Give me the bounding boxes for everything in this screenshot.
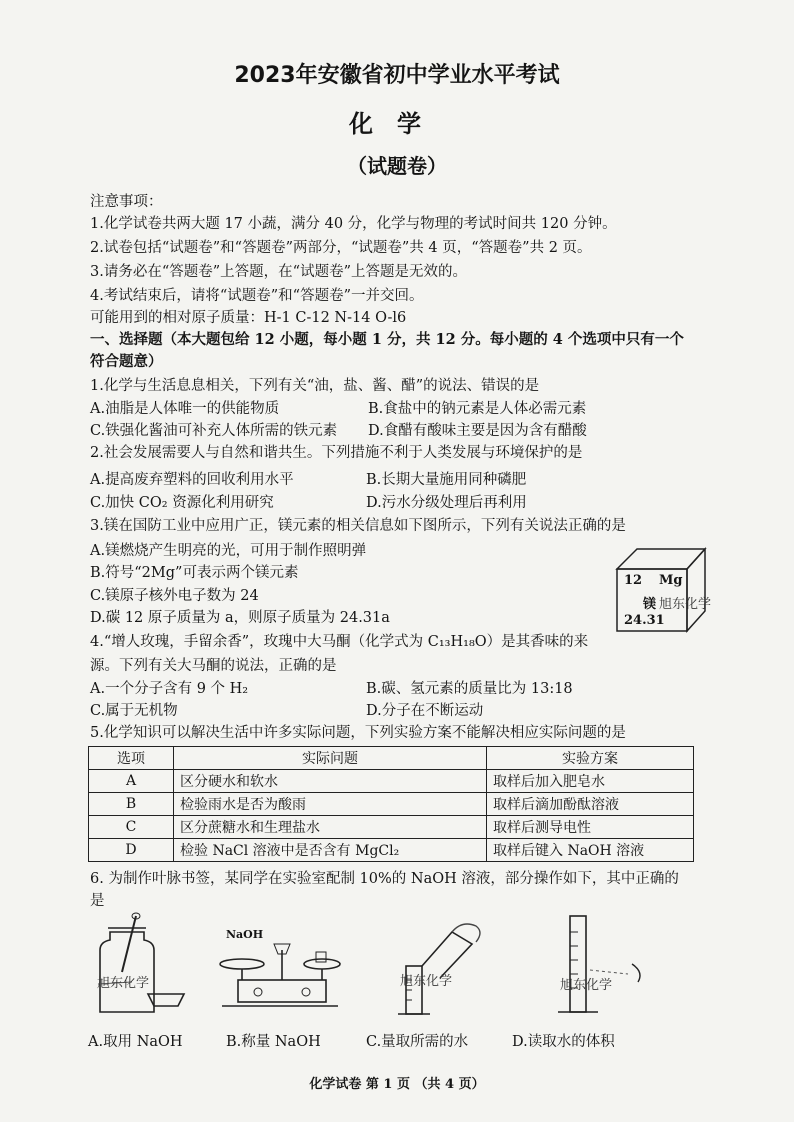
q4-option-c: C.属于无机物 [90,703,178,719]
table-cell: 取样后键入 NaOH 溶液 [487,839,694,862]
q1-option-a: A.油脂是人体唯一的供能物质 [90,401,280,417]
atomic-number: 12 [624,573,643,588]
magnesium-element-card [615,547,712,633]
q2-option-a: A.提高废弃塑料的回收利用水平 [90,472,294,488]
watermark-text: 旭东化学 [400,974,453,989]
table-cell: 检验 NaCl 溶液中是否含有 MgCl₂ [174,839,487,862]
q1-option-d: D.食醋有酸味主要是因为含有醋酸 [368,423,587,439]
q4-stem-cont: 源。下列有关大马酮的说法，正确的是 [90,658,337,674]
q2-option-b: B.长期大量施用同种磷肥 [366,472,527,488]
page-footer: 化学试卷 第 1 页 （共 4 页） [309,1077,485,1092]
table-cell: C [89,816,174,839]
watermark-text: 旭东化学 [97,976,150,991]
table-header: 实验方案 [487,747,694,770]
q3-option-a: A.镁燃烧产生明亮的光，可用于制作照明弹 [90,543,367,559]
table-cell: B [89,793,174,816]
notes-heading: 注意事项： [90,194,163,210]
q5-stem: 5.化学知识可以解决生活中许多实际问题，下列实验方案不能解决相应实际问题的是 [90,725,626,741]
element-symbol: Mg [659,573,683,588]
pouring-figure [392,918,492,1018]
note-item: 2.试卷包括“试题卷”和“答题卷”两部分，“试题卷”共 4 页，“答题卷”共 2 页。 [90,240,592,256]
table-header: 实际问题 [174,747,487,770]
table-row [89,816,694,839]
section-heading: 一、选择题（本大题包给 12 小题，每小题 1 分，共 12 分。每小题的 4 个选项中只有一个 [90,331,684,348]
q2-option-c: C.加快 CO₂ 资源化利用研究 [90,495,274,511]
reading-figure [548,912,658,1022]
balance-figure [218,940,342,1024]
q3-stem: 3.镁在国防工业中应用广正，镁元素的相关信息如下图所示，下列有关说法正确的是 [90,518,626,534]
note-item: 3.请务必在“答题卷”上答题，在“试题卷”上答题是无效的。 [90,264,467,280]
q3-option-c: C.镁原子核外电子数为 24 [90,588,259,604]
table-cell: A [89,770,174,793]
table-row [89,770,694,793]
q6-stem: 6. 为制作叶脉书签，某同学在实验室配制 10%的 NaOH 溶液，部分操作如下，其中正确的 [90,871,679,887]
table-row [89,839,694,862]
reagent-bottle-figure [92,912,202,1022]
q1-option-c: C.铁强化酱油可补充人体所需的铁元素 [90,423,338,439]
watermark-text: 旭东化学 [560,978,613,993]
table-cell: 检验雨水是否为酸雨 [174,793,487,816]
q3-option-d: D.碳 12 原子质量为 a，则原子质量为 24.31a [90,610,390,626]
q2-stem: 2.社会发展需要人与自然和谐共生。下列措施不利于人类发展与环境保护的是 [90,445,583,461]
exam-title: 2023年安徽省初中学业水平考试 [234,63,560,88]
subject-title: 化学 [349,110,445,138]
table-cell: 取样后测导电性 [487,816,694,839]
table-cell: 取样后加入肥皂水 [487,770,694,793]
watermark-text: 旭东化学 [659,597,712,612]
figure-label-c: C.量取所需的水 [366,1034,469,1050]
section-heading-cont: 符合题意） [90,353,163,370]
note-item: 1.化学试卷共两大题 17 小蔬，满分 40 分，化学与物理的考试时间共 120 分钟。 [90,216,617,232]
naoh-label: NaOH [226,928,264,941]
table-cell: 取样后滴加酚酞溶液 [487,793,694,816]
table-cell: D [89,839,174,862]
element-name: 镁 [643,597,657,612]
table-cell: 区分硬水和软水 [174,770,487,793]
atomic-mass: 24.31 [624,613,665,628]
table-cell: 区分蔗糖水和生理盐水 [174,816,487,839]
q4-option-b: B.碳、氢元素的质量比为 13:18 [366,681,573,697]
q2-option-d: D.污水分级处理后再利用 [366,495,527,511]
figure-label-a: A.取用 NaOH [88,1034,183,1050]
q1-stem: 1.化学与生活息息相关，下列有关“油，盐、酱、醋”的说法、错误的是 [90,378,540,394]
note-item: 4.考试结束后，请将“试题卷”和“答题卷”一并交回。 [90,288,424,304]
figure-label-d: D.读取水的体积 [512,1034,615,1050]
figure-label-b: B.称量 NaOH [226,1034,321,1050]
q5-table [88,746,694,862]
q4-option-d: D.分子在不断运动 [366,703,484,719]
table-row [89,793,694,816]
paper-label: （试题卷） [347,154,447,178]
table-header-row [89,747,694,770]
q1-option-b: B.食盐中的钠元素是人体必需元素 [368,401,587,417]
q6-stem-cont: 是 [90,893,105,909]
table-header: 选项 [89,747,174,770]
q3-option-b: B.符号“2Mg”可表示两个镁元素 [90,565,299,581]
q4-stem: 4.“增人玫瑰，手留余香”，玫瑰中大马酮（化学式为 C₁₃H₁₈O）是其香味的来 [90,634,589,650]
atomic-mass-line: 可能用到的相对原子质量：H-1 C-12 N-14 O-l6 [90,310,407,326]
q4-option-a: A.一个分子含有 9 个 H₂ [90,681,249,697]
